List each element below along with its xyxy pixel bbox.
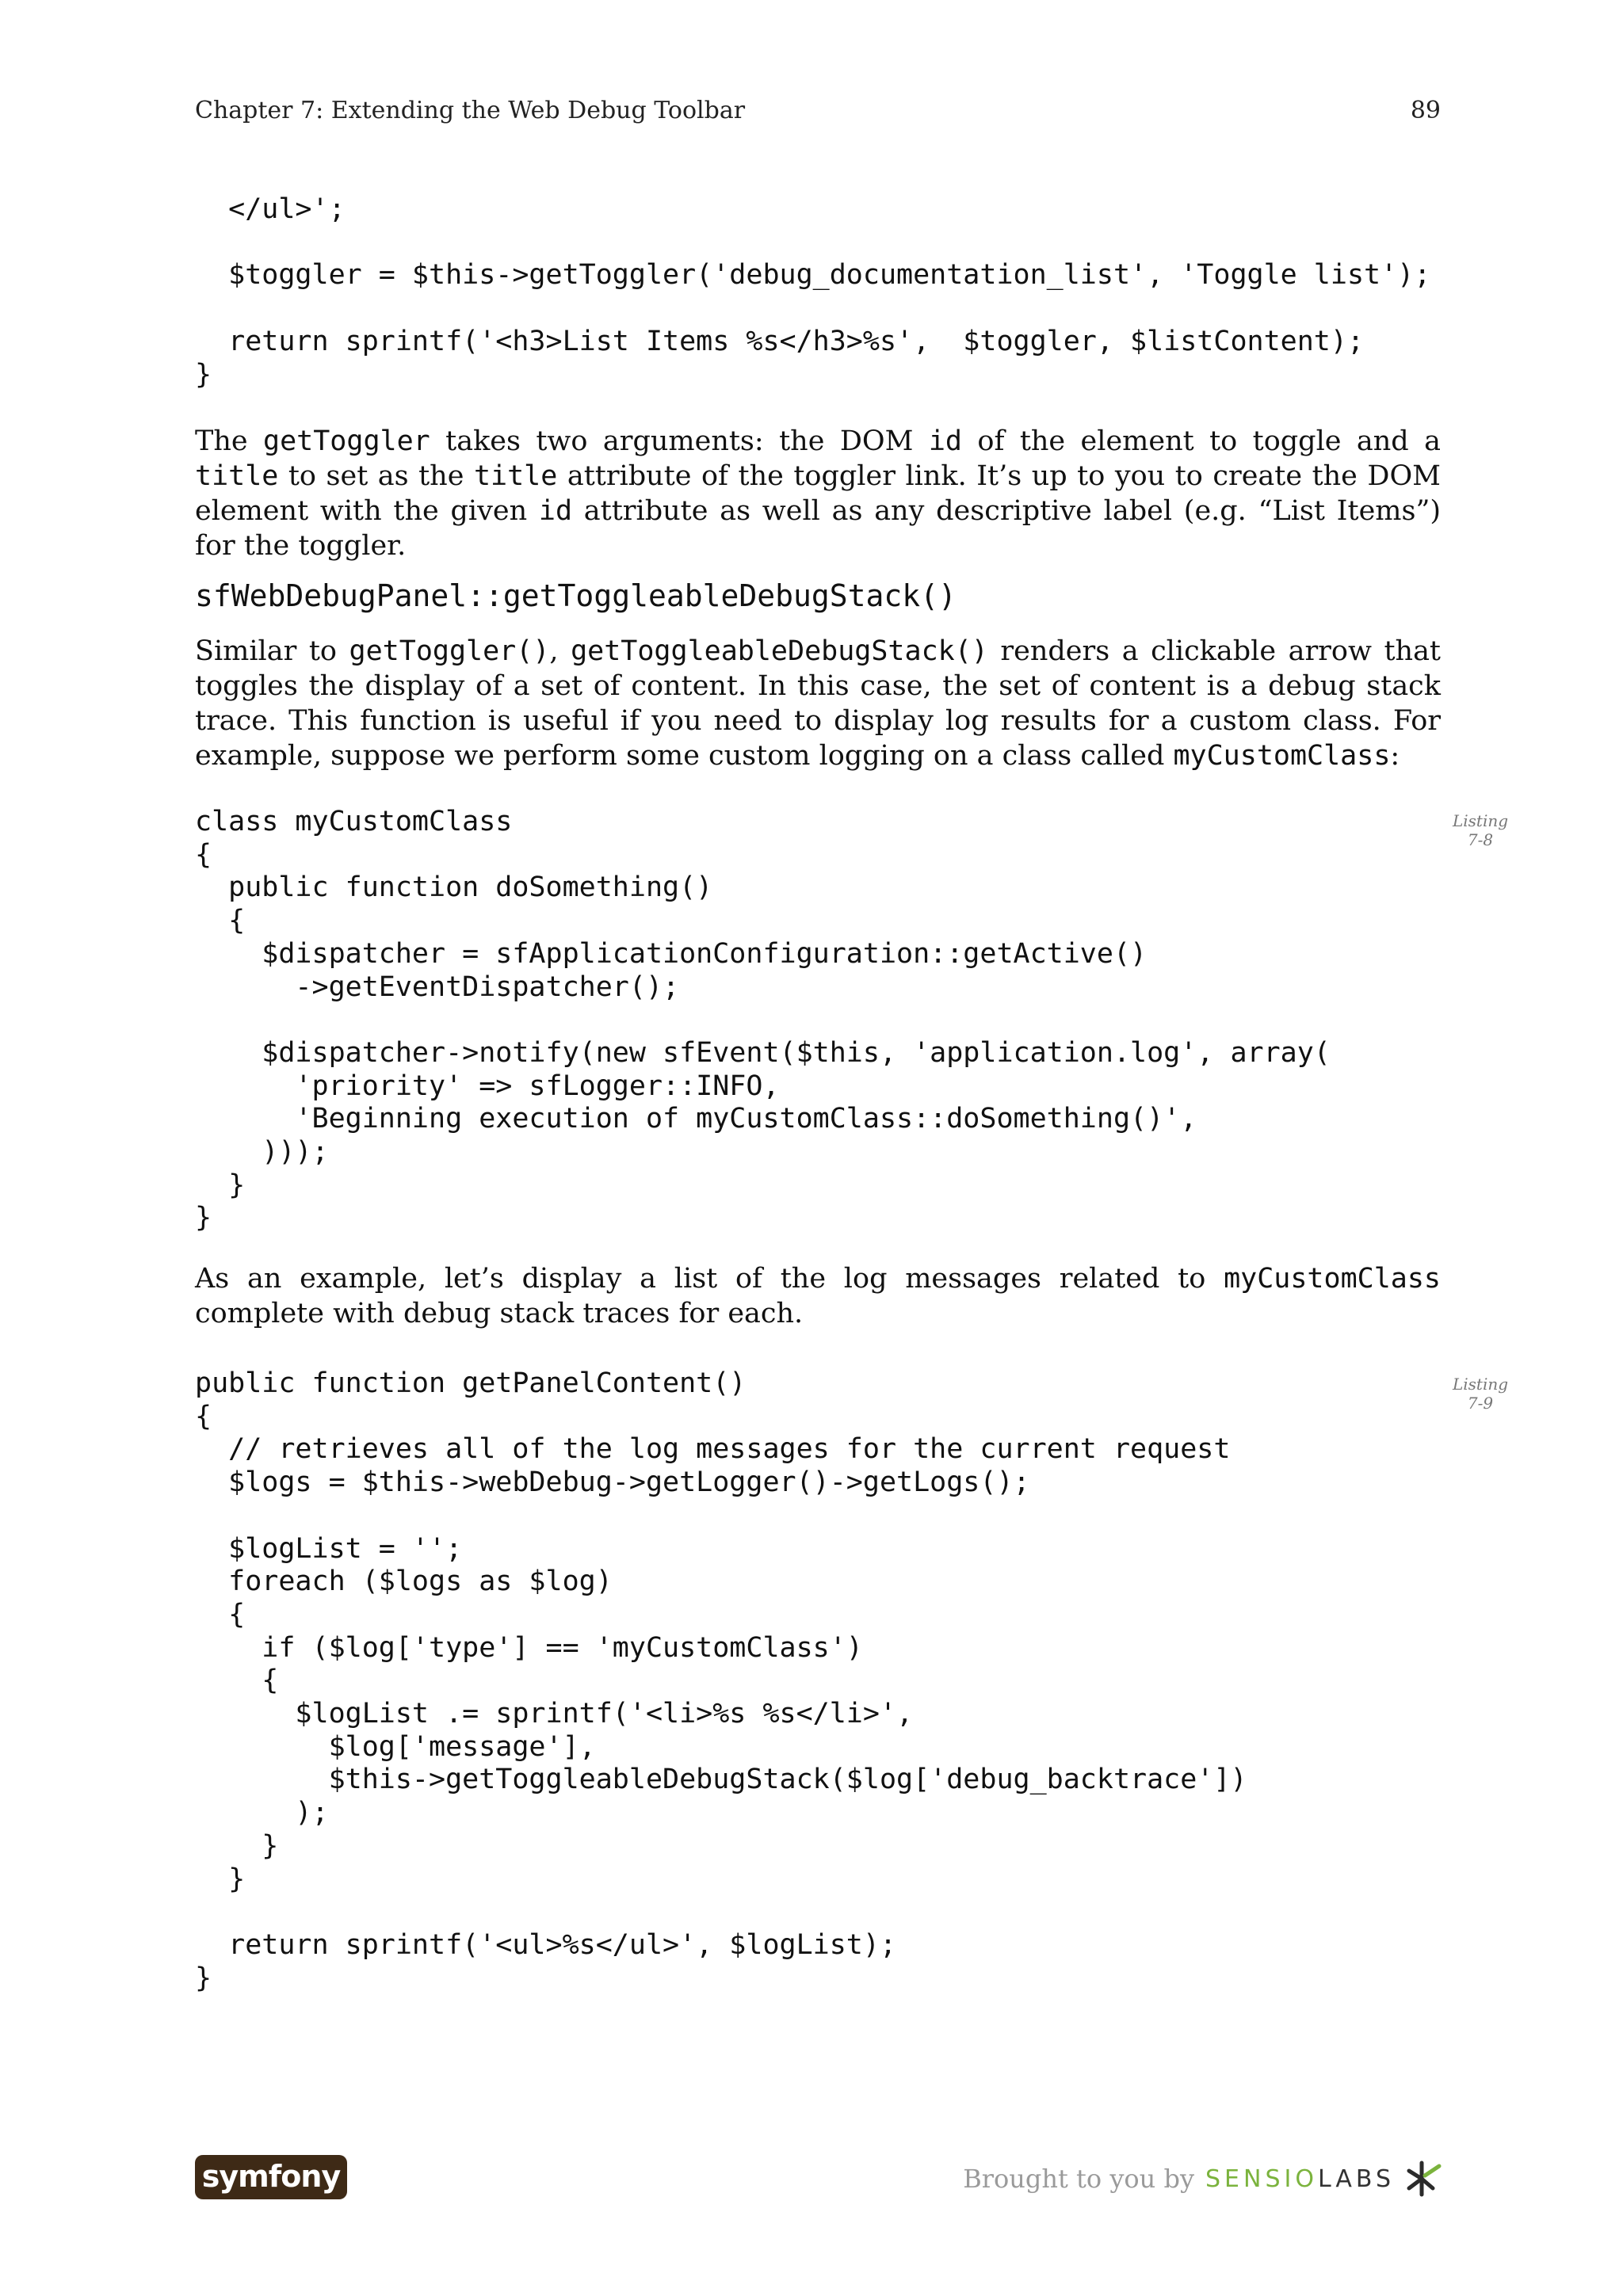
text: , [549, 635, 571, 667]
inline-code: getToggler [263, 425, 430, 457]
inline-code: title [473, 460, 558, 492]
symfony-logo: symfony [195, 2155, 347, 2199]
brand-part-1: SENSIO [1205, 2164, 1318, 2193]
paragraph-toggleable-debug-stack [195, 634, 1441, 773]
code-listing-7-8: class myCustomClass { public function doSomething() { $dispatcher = sfApplicationConfiguration::getActive() ->getEventDispatcher(); $dispatcher->notify(new sfEvent($this, 'application.log', array( 'priority' => sfLogger::INFO, 'Beginning execution of myCustomClass::doSomething()', ))); } } [195, 806, 1331, 1234]
listing-label-7-8 [1450, 811, 1510, 849]
listing-number: 7-9 [1467, 1394, 1494, 1413]
text: attribute as well as any descriptive label (e.g. “List Items”) for the toggler. [195, 495, 1441, 562]
text: As an example, let’s display a list of the log messages related to [195, 1263, 1224, 1295]
text: attribute of the toggler link. It’s up to you to create the DOM element with the given [195, 460, 1442, 527]
chapter-title: Chapter 7: Extending the Web Debug Toolbar [195, 97, 746, 124]
inline-code: getToggler() [349, 635, 550, 667]
inline-code: title [195, 460, 279, 492]
inline-code: id [928, 425, 962, 457]
inline-code: id [538, 495, 573, 527]
text: : [1390, 740, 1400, 772]
inline-code: myCustomClass [1224, 1263, 1441, 1295]
text: to set as the [278, 460, 474, 492]
text: Similar to [195, 635, 349, 667]
sensiolabs-wordmark [1205, 2165, 1395, 2193]
brand-part-2: LABS [1317, 2164, 1395, 2193]
listing-label-7-9 [1450, 1375, 1510, 1413]
code-block-get-panel-content-end: </ul>'; $toggler = $this->getToggler('debug_documentation_list', 'Toggle list'); return sprintf('<h3>List Items %s</h3>%s', $toggler, $listContent); } [195, 193, 1431, 391]
text: The [195, 425, 264, 457]
credit-text: Brought to you by [963, 2164, 1195, 2194]
listing-label: Listing [1452, 811, 1509, 830]
page-header [195, 97, 1441, 135]
sensiolabs-asterisk-icon [1404, 2160, 1444, 2198]
text: complete with debug stack traces for each. [195, 1298, 804, 1329]
footer-credit [963, 2157, 1444, 2201]
text: renders a clickable arrow that toggles the display of a set of content. In this case, the set of content is a debug stack trace. This function is useful if you need to display log results for a custom class. For example, suppose we perform some custom logging on a class called [195, 635, 1441, 772]
inline-code: getToggleableDebugStack() [571, 635, 988, 667]
page-number: 89 [1410, 97, 1441, 124]
text: of the element to toggle and a [961, 425, 1441, 457]
paragraph-get-toggler [195, 424, 1441, 563]
listing-number: 7-8 [1467, 830, 1494, 849]
text: takes two arguments: the DOM [430, 425, 929, 457]
inline-code: myCustomClass [1173, 740, 1391, 772]
code-listing-7-9: public function getPanelContent() { // retrieves all of the log messages for the current request $logs = $this->webDebug->getLogger()->getLogs(); $logList = ''; foreach ($logs as $log) { if ($log['type'] == 'myCustomClass') { $logList .= sprintf('<li>%s %s</li>', $log['message'], $this->getToggleableDebugStack($log['debug_backtrace']) ); } } return sprintf('<ul>%s</ul>', $logList); } [195, 1367, 1247, 1994]
paragraph-example [195, 1261, 1441, 1331]
listing-label: Listing [1452, 1375, 1509, 1394]
section-heading: sfWebDebugPanel::getToggleableDebugStack() [195, 578, 957, 613]
